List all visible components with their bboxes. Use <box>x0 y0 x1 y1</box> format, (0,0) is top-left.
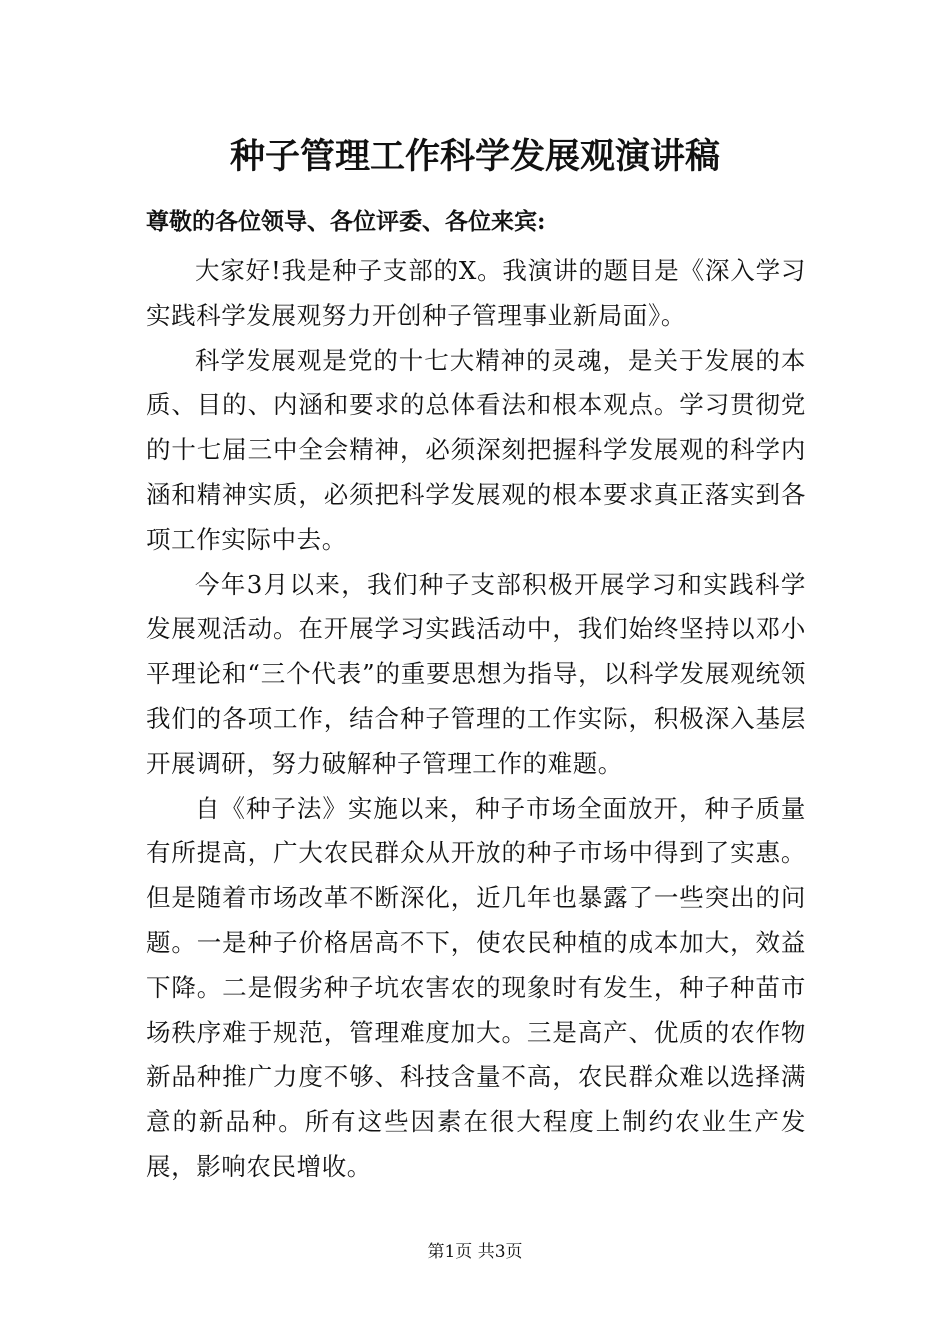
page-number-footer: 第1页 共3页 <box>427 1242 523 1262</box>
document-body <box>146 249 806 1190</box>
paragraph: 大家好!我是种子支部的X。我演讲的题目是《深入学习实践科学发展观努力开创种子管理事业新局面》。 <box>146 256 806 330</box>
document-title: 种子管理工作科学发展观演讲稿 <box>229 136 720 177</box>
paragraph: 今年3月以来，我们种子支部积极开展学习和实践科学发展观活动。在开展学习实践活动中，我们始终坚持以邓小平理论和“三个代表”的重要思想为指导，以科学发展观统领我们的各项工作，结合种子管理的工作实际，积极深入基层开展调研，努力破解种子管理工作的难题。 <box>146 569 806 778</box>
salutation: 尊敬的各位领导、各位评委、各位来宾: <box>146 208 546 235</box>
paragraph: 科学发展观是党的十七大精神的灵魂，是关于发展的本质、目的、内涵和要求的总体看法和根本观点。学习贯彻党的十七届三中全会精神，必须深刻把握科学发展观的科学内涵和精神实质，必须把科学发展观的根本要求真正落实到各项工作实际中去。 <box>146 345 806 554</box>
paragraph: 自《种子法》实施以来，种子市场全面放开，种子质量有所提高，广大农民群众从开放的种子市场中得到了实惠。但是随着市场改革不断深化，近几年也暴露了一些突出的问题。一是种子价格居高不下，使农民种植的成本加大，效益下降。二是假劣种子坑农害农的现象时有发生，种子种苗市场秩序难于规范，管理难度加大。三是高产、优质的农作物新品种推广力度不够、科技含量不高，农民群众难以选择满意的新品种。所有这些因素在很大程度上制约农业生产发展，影响农民增收。 <box>146 793 806 1181</box>
